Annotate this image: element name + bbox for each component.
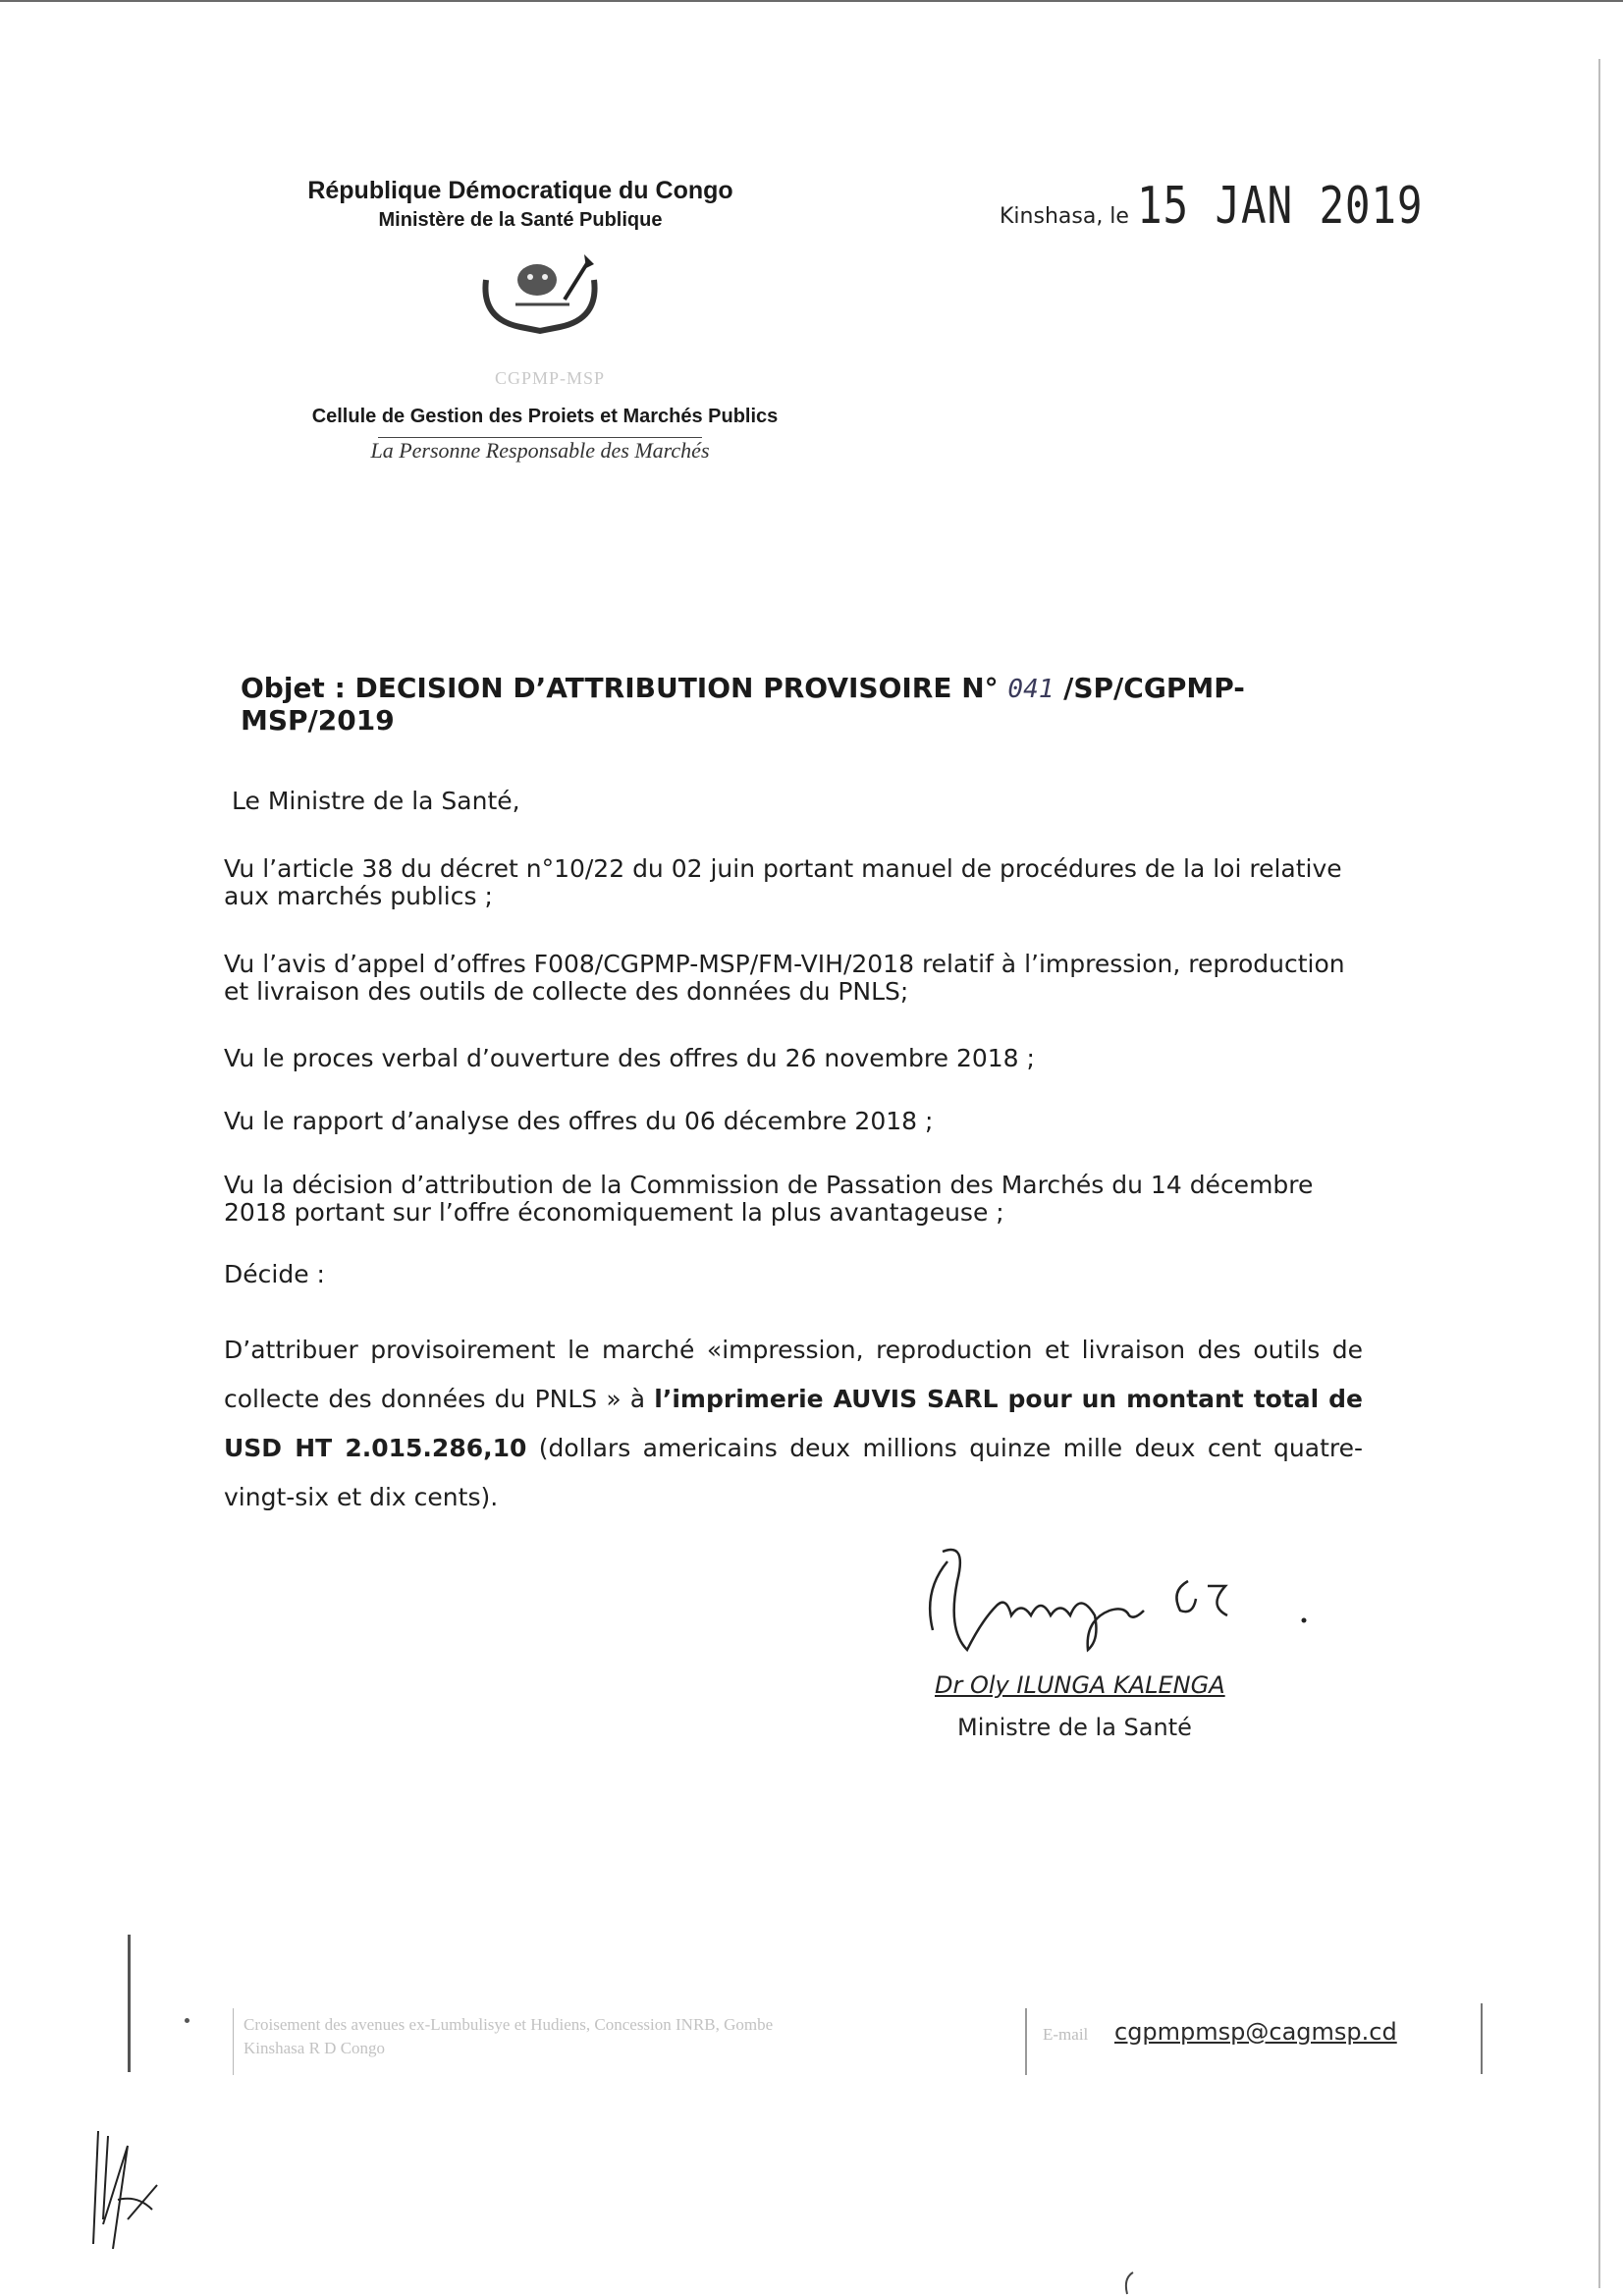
signatory-title: Ministre de la Santé (957, 1714, 1192, 1741)
decision-text (224, 1326, 1363, 1522)
considerant-decree: Vu l’article 38 du décret n°10/22 du 02 juin portant manuel de procédures de la loi relative aux marchés publics ; (224, 854, 1342, 910)
decision-heading: Décide : (224, 1260, 325, 1288)
margin-pen-mark (128, 1935, 131, 2072)
coat-of-arms-emblem-icon (466, 250, 614, 349)
decision-part-a: D’attribuer provisoirement le marché «impression, reproduction et livraison des outils de collecte des données du PNLS » à (224, 1336, 1363, 1413)
date-label: Kinshasa, le (1000, 204, 1129, 229)
header-country: République Démocratique du Congo (307, 177, 733, 204)
footer-divider-left (233, 2008, 234, 2075)
pen-mark-bottom (1119, 2270, 1149, 2296)
salutation: Le Ministre de la Santé, (232, 787, 520, 815)
subject-suffix: /SP/CGPMP-MSP/2019 (241, 672, 1245, 737)
footer-email-link[interactable]: cgpmpmsp@cagmsp.cd (1114, 2018, 1397, 2046)
considerant-analysis: Vu le rapport d’analyse des offres du 06 décembre 2018 ; (224, 1107, 934, 1135)
considerant-tender: Vu l’avis d’appel d’offres F008/CGPMP-MSP/FM-VIH/2018 relatif à l’impression, reproduction et livraison des outils de collecte des données du PNLS; (224, 950, 1345, 1006)
signatory-name: Dr Oly ILUNGA KALENGA (935, 1671, 1225, 1699)
scan-edge-right (1598, 59, 1600, 2288)
footer-address-line1: Croisement des avenues ex-Lumbulisye et Hudiens, Concession INRB, Gombe (243, 2015, 774, 2034)
cell-name: Cellule de Gestion des Proiets et Marchés Publics (311, 406, 779, 427)
date-line (1000, 177, 1487, 236)
footer-address-line2: Kinshasa R D Congo (243, 2039, 386, 2057)
decision-awardee-amount: l’imprimerie AUVIS SARL pour un montant total de USD HT 2.015.286,10 (224, 1385, 1363, 1462)
handwritten-initials (83, 2126, 182, 2254)
decision-part-c: (dollars americains deux millions quinze mille deux cent quatre-vingt-six et dix cents). (224, 1434, 1363, 1511)
considerant-opening: Vu le proces verbal d’ouverture des offres du 26 novembre 2018 ; (224, 1044, 1035, 1072)
footer-divider-middle (1025, 2008, 1027, 2075)
considerant-commission: Vu la décision d’attribution de la Commission de Passation des Marchés du 14 décembre 2018 portant sur l’offre économiquement la plus avantageuse ; (224, 1171, 1314, 1227)
scan-edge-top (0, 0, 1623, 2)
margin-dot (185, 2018, 189, 2023)
date-stamp: 15 JAN 2019 (1137, 177, 1424, 236)
subject-prefix: Objet : DECISION D’ATTRIBUTION PROVISOIRE N° (241, 672, 999, 704)
header-ministry: Ministère de la Santé Publique (378, 209, 663, 231)
handwritten-signature (913, 1522, 1325, 1669)
subject-line (241, 672, 1340, 737)
cell-role: La Personne Responsable des Marchés (370, 438, 710, 463)
subject-number: 041 (1007, 675, 1055, 704)
cell-tag: CGPMP-MSP (494, 368, 606, 388)
footer-divider-right (1481, 2003, 1483, 2074)
footer-email-label: E-mail (1043, 2025, 1089, 2044)
